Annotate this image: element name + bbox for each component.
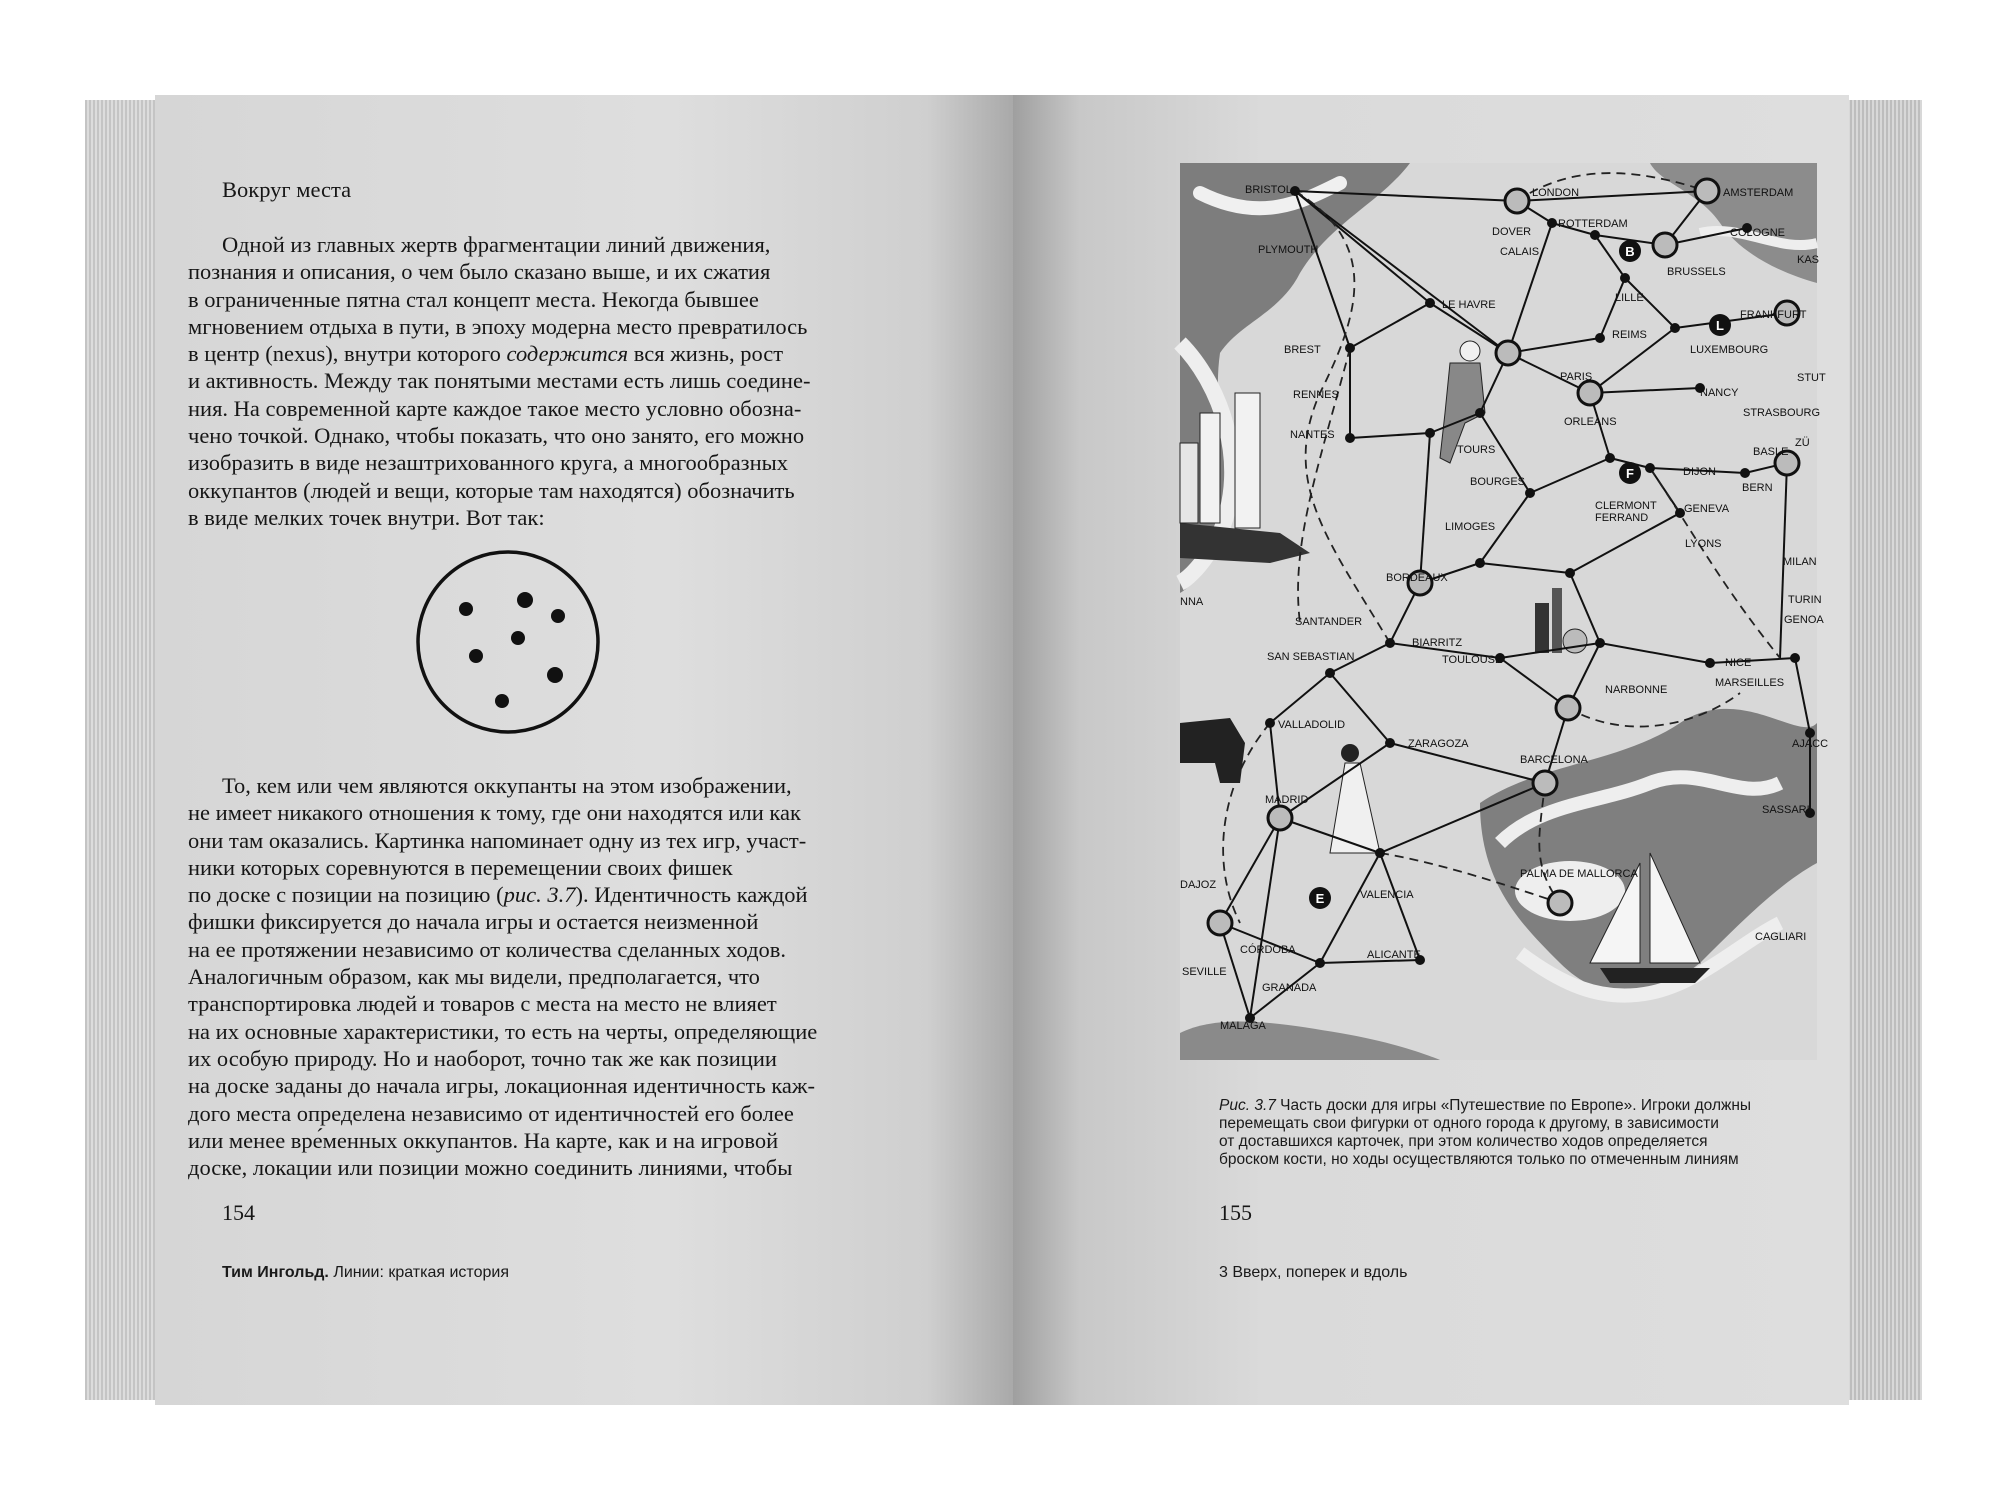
- figure-caption: [1219, 1097, 1751, 1169]
- text-line: изобразить в виде незаштрихованного круга, а многообразных: [188, 450, 788, 476]
- caption-line: от доставшихся карточек, при этом количество ходов определяется: [1219, 1133, 1708, 1150]
- city-label: BERN: [1742, 482, 1773, 494]
- caption-line: перемещать свои фигурки от одного города к другому, в зависимости: [1219, 1115, 1719, 1132]
- running-footer-left: [222, 1264, 509, 1282]
- paragraph-1: [188, 231, 810, 531]
- text-line: дого места определена независимо от идентичностей его более: [188, 1100, 794, 1126]
- text-line: их особую природу. Но и наоборот, точно так же как позиции: [188, 1045, 777, 1071]
- city-label: TOULOUSE: [1442, 654, 1503, 666]
- city-label: STRASBOURG: [1743, 407, 1821, 419]
- city-label: DIJON: [1683, 466, 1716, 478]
- text-line: Аналогичным образом, как мы видели, предполагается, что: [188, 964, 760, 990]
- text-line: не имеет никакого отношения к тому, где они находятся или как: [188, 800, 801, 826]
- caption-line: Рис. 3.7 Часть доски для игры «Путешествие по Европе». Игроки должны: [1219, 1097, 1752, 1114]
- city-label: LE HAVRE: [1442, 299, 1496, 311]
- page-edges-left: [85, 100, 160, 1400]
- text-line: они там оказались. Картинка напоминает одну из тех игр, участ-: [188, 827, 807, 853]
- caption-label: Рис. 3.7: [1219, 1097, 1276, 1114]
- city-label: KAS: [1797, 254, 1820, 266]
- city-label: SAN SEBASTIAN: [1267, 651, 1355, 663]
- city-label: PALMA DE MALLORCA: [1520, 868, 1638, 880]
- running-footer-right: 3 Вверх, поперек и вдоль: [1219, 1264, 1408, 1281]
- city-label: ORLEANS: [1564, 416, 1617, 428]
- text-line: на ее протяжении независимо от количества сделанных ходов.: [188, 936, 787, 962]
- text-line: транспортировка людей и товаров с места на место не влияет: [188, 991, 777, 1017]
- city-label: LONDON: [1532, 187, 1580, 199]
- city-label: DOVER: [1492, 226, 1532, 238]
- city-label: STUT: [1797, 372, 1826, 384]
- text-line: по доске с позиции на позицию (рис. 3.7). Идентичность каждой: [188, 882, 808, 908]
- europe-game-board-map: [1180, 163, 1829, 1060]
- badge-letter: L: [1716, 318, 1724, 333]
- text-line: Одной из главных жертв фрагментации линий движения,: [222, 232, 771, 257]
- city-label: BREST: [1284, 344, 1321, 356]
- city-label: PLYMOUTH: [1258, 244, 1319, 256]
- city-label: NARBONNE: [1605, 684, 1668, 696]
- city-label: VALLADOLID: [1278, 719, 1346, 731]
- city-label: MARSEILLES: [1715, 677, 1785, 689]
- city-label: BORDEAUX: [1386, 572, 1448, 584]
- city-label: NICE: [1725, 657, 1752, 669]
- text-line: на их основные характеристики, то есть на черты, определяющие: [188, 1018, 818, 1044]
- city-label: FERRAND: [1595, 512, 1649, 524]
- city-label: MALAGA: [1220, 1020, 1266, 1032]
- text-line: оккупантов (людей и вещи, которые там находятся) обозначить: [188, 477, 795, 503]
- city-label: DAJOZ: [1180, 879, 1217, 891]
- city-label: SEVILLE: [1182, 966, 1227, 978]
- city-label: FRANKFURT: [1740, 309, 1807, 321]
- city-label: REIMS: [1612, 329, 1647, 341]
- city-label: BIARRITZ: [1412, 637, 1463, 649]
- section-heading: Вокруг места: [222, 177, 352, 202]
- city-label: CLERMONT: [1595, 500, 1657, 512]
- text-line: доске, локации или позиции можно соединить линиями, чтобы: [188, 1155, 793, 1181]
- city-label: CÓRDOBA: [1240, 944, 1296, 956]
- city-label: BARCELONA: [1520, 754, 1588, 766]
- city-label: ALICANTE: [1367, 949, 1421, 961]
- city-label: BRISTOL: [1245, 184, 1292, 196]
- city-label: MADRID: [1265, 794, 1309, 806]
- city-label: NANTES: [1290, 429, 1335, 441]
- figure-reference: рис. 3.7: [503, 882, 576, 908]
- city-label: GENOA: [1784, 614, 1824, 626]
- city-label: BASLE: [1753, 446, 1789, 458]
- badge-letter: B: [1625, 244, 1635, 259]
- city-label: TURIN: [1788, 594, 1822, 606]
- text-line: чено точкой. Однако, чтобы показать, что оно занято, его можно: [188, 423, 805, 449]
- city-label: CALAIS: [1500, 246, 1540, 258]
- city-label: TOURS: [1457, 444, 1496, 456]
- text-line: То, кем или чем являются оккупанты на этом изображении,: [222, 773, 792, 798]
- text-line: ники которых соревнуются в перемещении своих фишек: [188, 854, 733, 880]
- text-line: в центр (nexus), внутри которого содержится вся жизнь, рост: [188, 341, 784, 367]
- city-label: RENNES: [1293, 389, 1339, 401]
- page-number-right: 155: [1219, 1200, 1252, 1225]
- city-label: LUXEMBOURG: [1690, 344, 1769, 356]
- footer-book-title: Линии: краткая история: [328, 1264, 509, 1281]
- footer-author: Тим Ингольд.: [222, 1264, 329, 1281]
- city-label: SASSARI: [1762, 804, 1810, 816]
- city-label: GRANADA: [1262, 982, 1317, 994]
- city-label: LIMOGES: [1445, 521, 1496, 533]
- city-label: BRUSSELS: [1667, 266, 1726, 278]
- text-line: в ограниченные пятна стал концепт места. Некогда бывшее: [188, 286, 759, 312]
- text-line: или менее вре́менных оккупантов. На карте, как и на игровой: [188, 1127, 779, 1153]
- text-line: фишки фиксируется до начала игры и остается неизменной: [188, 909, 759, 935]
- city-label: PARIS: [1560, 371, 1593, 383]
- city-label: ROTTERDAM: [1558, 218, 1628, 230]
- city-label: GENEVA: [1684, 503, 1730, 515]
- text-line: в виде мелких точек внутри. Вот так:: [188, 504, 545, 530]
- city-label: MILAN: [1783, 556, 1817, 568]
- text-line: познания и описания, о чем было сказано выше, и их сжатия: [188, 259, 771, 285]
- caption-line: броском кости, но ходы осуществляются только по отмеченным линиям: [1219, 1151, 1739, 1168]
- text-line: и активность. Между так понятыми местами есть лишь соедине-: [188, 368, 811, 394]
- paragraph-2: [188, 772, 817, 1181]
- badge-letter: F: [1626, 466, 1634, 481]
- page-number-left: 154: [222, 1200, 255, 1225]
- city-label: COLOGNE: [1730, 227, 1786, 239]
- page-edges-right: [1844, 100, 1922, 1400]
- city-label: AMSTERDAM: [1723, 187, 1794, 199]
- text-line: ния. На современной карте каждое такое место условно обозна-: [188, 395, 802, 421]
- city-label: SANTANDER: [1295, 616, 1363, 628]
- city-label: NNA: [1180, 596, 1204, 608]
- city-label: ZARAGOZA: [1408, 738, 1469, 750]
- city-label: ZÜ: [1795, 437, 1810, 449]
- emphasis: содержится: [506, 341, 629, 367]
- city-label: BOURGES: [1470, 476, 1526, 488]
- text-line: на доске заданы до начала игры, локационная идентичность каж-: [188, 1073, 815, 1099]
- occupied-place-circle-figure: [415, 548, 615, 748]
- city-label: CAGLIARI: [1755, 931, 1807, 943]
- city-label: AJACC: [1792, 738, 1829, 750]
- city-label: NANCY: [1700, 387, 1739, 399]
- city-label: LILLE: [1615, 292, 1644, 304]
- city-label: VALENCIA: [1360, 889, 1414, 901]
- text-line: мгновением отдыха в пути, в эпоху модерна место превратилось: [188, 313, 808, 339]
- city-label: LYONS: [1685, 538, 1722, 550]
- badge-letter: E: [1315, 891, 1325, 906]
